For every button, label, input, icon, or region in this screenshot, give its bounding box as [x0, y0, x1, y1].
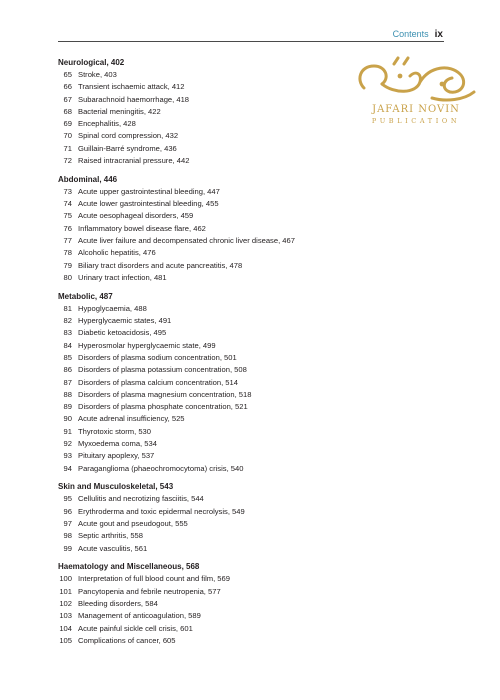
chapter-number: 102 — [59, 598, 72, 608]
chapter-title: Bleeding disorders, 584 — [78, 598, 158, 608]
chapter-title: Pancytopenia and febrile neutropenia, 577 — [78, 586, 221, 596]
chapter-number: 71 — [63, 143, 72, 153]
chapter-title: Disorders of plasma calcium concentration, 514 — [78, 377, 238, 387]
chapter-number: 92 — [63, 439, 72, 449]
toc-entry — [58, 118, 458, 130]
toc-entry — [58, 143, 458, 155]
toc-entry — [58, 450, 458, 462]
chapter-title: Alcoholic hepatitis, 476 — [78, 248, 156, 258]
chapter-title: Subarachnoid haemorrhage, 418 — [78, 94, 190, 104]
chapter-number: 97 — [63, 519, 72, 528]
toc-section — [58, 290, 458, 475]
chapter-title: Complications of cancer, 605 — [78, 635, 176, 645]
chapter-title: Disorders of plasma sodium concentration, 501 — [78, 352, 237, 362]
chapter-number: 101 — [59, 586, 72, 596]
running-header-title: Contents — [392, 29, 429, 39]
chapter-number: 91 — [63, 426, 72, 436]
chapter-number: 90 — [63, 414, 72, 424]
chapter-title: Inflammatory bowel disease flare, 462 — [78, 223, 206, 233]
chapter-title: Hyperosmolar hyperglycaemic state, 499 — [78, 340, 216, 350]
chapter-title: Urinary tract infection, 481 — [78, 272, 167, 282]
toc-entry — [58, 303, 458, 315]
toc-entry — [58, 198, 458, 210]
chapter-title: Disorders of plasma magnesium concentration, 518 — [78, 389, 252, 399]
toc-entry — [58, 186, 458, 198]
chapter-number: 87 — [63, 377, 72, 387]
chapter-number: 88 — [63, 389, 72, 399]
chapter-title: Acute adrenal insufficiency, 525 — [78, 414, 185, 424]
chapter-number: 81 — [63, 303, 72, 313]
toc-entry — [58, 327, 458, 339]
chapter-title: Hypoglycaemia, 488 — [78, 303, 147, 313]
chapter-number: 89 — [63, 402, 72, 412]
toc-entry — [58, 401, 458, 413]
chapter-title: Acute gout and pseudogout, 555 — [78, 519, 188, 528]
chapter-number: 84 — [63, 340, 72, 350]
chapter-title: Paraganglioma (phaeochromocytoma) crisis, 540 — [78, 463, 244, 473]
chapter-title: Cellulitis and necrotizing fasciitis, 544 — [78, 494, 204, 504]
toc-entry — [58, 610, 458, 622]
chapter-title: Interpretation of full blood count and film, 569 — [78, 574, 230, 584]
chapter-title: Raised intracranial pressure, 442 — [78, 156, 190, 166]
chapter-number: 67 — [63, 94, 72, 104]
chapter-title: Thyrotoxic storm, 530 — [78, 426, 152, 436]
toc-entry — [58, 377, 458, 389]
chapter-number: 100 — [59, 574, 72, 584]
header-rule — [58, 41, 444, 42]
chapter-number: 80 — [63, 272, 72, 282]
toc-entry — [58, 69, 458, 81]
toc-entry — [58, 623, 458, 635]
chapter-number: 93 — [63, 451, 72, 461]
toc-entry — [58, 81, 458, 93]
toc-entry — [58, 340, 458, 352]
chapter-number: 104 — [59, 623, 72, 633]
chapter-title: Transient ischaemic attack, 412 — [78, 82, 185, 92]
toc-entry — [58, 235, 458, 247]
toc-entry — [58, 223, 458, 235]
section-title: Abdominal, 446 — [58, 174, 118, 184]
chapter-number: 95 — [63, 494, 72, 504]
toc-entry — [58, 389, 458, 401]
chapter-title: Septic arthritis, 558 — [78, 531, 143, 541]
toc-entry — [58, 543, 458, 555]
chapter-title: Disorders of plasma phosphate concentration, 521 — [78, 402, 248, 412]
chapter-title: Pituitary apoplexy, 537 — [78, 451, 155, 461]
chapter-number: 69 — [63, 119, 72, 129]
chapter-title: Bacterial meningitis, 422 — [78, 106, 161, 116]
page-header — [393, 27, 443, 41]
chapter-title: Spinal cord compression, 432 — [78, 131, 179, 141]
toc-entry — [58, 598, 458, 610]
toc-entry — [58, 530, 458, 542]
chapter-number: 98 — [63, 531, 72, 541]
chapter-title: Acute painful sickle cell crisis, 601 — [78, 623, 193, 633]
toc-entry — [58, 130, 458, 142]
toc-section — [58, 560, 458, 647]
toc-entry — [58, 155, 458, 167]
chapter-number: 77 — [63, 236, 72, 246]
table-of-contents — [58, 56, 458, 653]
chapter-number: 78 — [63, 248, 72, 258]
toc-entry — [58, 272, 458, 284]
chapter-title: Encephalitis, 428 — [78, 119, 136, 129]
chapter-title: Biliary tract disorders and acute pancreatitis, 478 — [78, 260, 243, 270]
chapter-number: 79 — [63, 260, 72, 270]
chapter-number: 82 — [63, 316, 72, 326]
chapter-number: 74 — [63, 199, 72, 209]
section-title: Metabolic, 487 — [58, 291, 113, 301]
toc-entry — [58, 106, 458, 118]
chapter-title: Acute liver failure and decompensated chronic liver disease, 467 — [78, 236, 295, 246]
chapter-title: Acute oesophageal disorders, 459 — [78, 211, 194, 221]
chapter-title: Management of anticoagulation, 589 — [78, 611, 201, 621]
toc-entry — [58, 426, 458, 438]
chapter-title: Erythroderma and toxic epidermal necrolysis, 549 — [78, 506, 245, 516]
toc-entry — [58, 247, 458, 259]
chapter-number: 96 — [63, 506, 72, 516]
toc-entry — [58, 94, 458, 106]
toc-entry — [58, 260, 458, 272]
chapter-number: 73 — [63, 186, 72, 196]
toc-entry — [58, 463, 458, 475]
chapter-number: 85 — [63, 352, 72, 362]
chapter-title: Acute upper gastrointestinal bleeding, 447 — [78, 186, 220, 196]
chapter-number: 65 — [63, 70, 72, 79]
toc-entry — [58, 493, 458, 505]
chapter-title: Myxoedema coma, 534 — [78, 439, 157, 449]
chapter-title: Disorders of plasma potassium concentration, 508 — [78, 365, 247, 375]
section-title: Skin and Musculoskeletal, 543 — [58, 482, 174, 492]
toc-entry — [58, 352, 458, 364]
chapter-number: 68 — [63, 106, 72, 116]
chapter-number: 70 — [63, 131, 72, 141]
toc-entry — [58, 518, 458, 530]
toc-entry — [58, 573, 458, 585]
toc-section — [58, 173, 458, 284]
chapter-title: Diabetic ketoacidosis, 495 — [78, 328, 167, 338]
chapter-number: 75 — [63, 211, 72, 221]
chapter-title: Acute lower gastrointestinal bleeding, 455 — [78, 199, 219, 209]
chapter-number: 66 — [63, 82, 72, 92]
logo-subtitle: PUBLICATION — [371, 117, 461, 125]
toc-entry — [58, 413, 458, 425]
section-title: Neurological, 402 — [58, 58, 125, 67]
chapter-title: Stroke, 403 — [78, 70, 117, 79]
chapter-title: Acute vasculitis, 561 — [78, 543, 148, 553]
logo-name: JAFARI NOVIN — [372, 104, 460, 115]
toc-entry — [58, 438, 458, 450]
chapter-number: 103 — [59, 611, 72, 621]
chapter-number: 83 — [63, 328, 72, 338]
toc-section — [58, 56, 458, 167]
section-title: Haematology and Miscellaneous, 568 — [58, 562, 200, 572]
chapter-number: 86 — [63, 365, 72, 375]
chapter-number: 105 — [59, 635, 72, 645]
toc-entry — [58, 506, 458, 518]
chapter-title: Guillain-Barré syndrome, 436 — [78, 143, 177, 153]
chapter-title: Hyperglycaemic states, 491 — [78, 316, 172, 326]
chapter-number: 76 — [63, 223, 72, 233]
toc-entry — [58, 364, 458, 376]
toc-section — [58, 480, 458, 554]
chapter-number: 72 — [63, 156, 72, 166]
toc-entry — [58, 315, 458, 327]
chapter-number: 99 — [63, 543, 72, 553]
toc-entry — [58, 210, 458, 222]
chapter-number: 94 — [63, 463, 72, 473]
page-number: ix — [434, 28, 443, 40]
toc-entry — [58, 635, 458, 647]
toc-entry — [58, 586, 458, 598]
